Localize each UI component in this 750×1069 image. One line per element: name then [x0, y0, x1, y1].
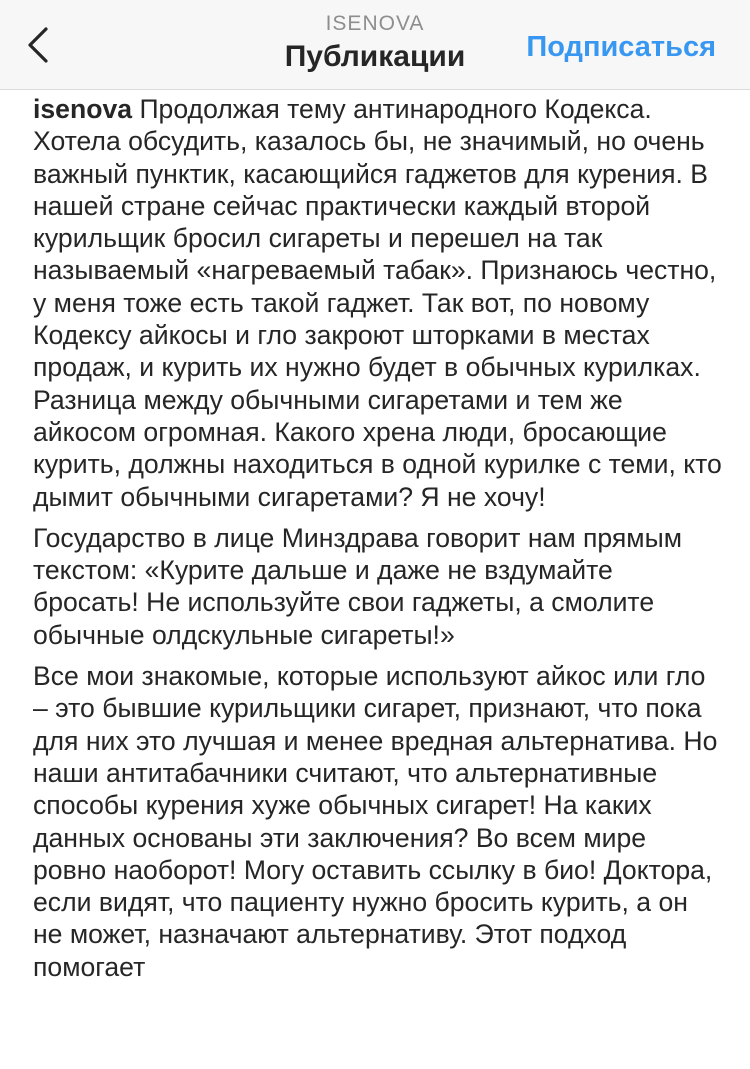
caption-paragraph: Государство в лице Минздрава говорит нам прямым текстом: «Курите дальше и даже не вздумайте бросать! Не используйте свои гаджеты, а смолите обычные олдскульные сигареты!» [33, 522, 682, 650]
post-caption [33, 93, 723, 992]
caption-text: Продолжая тему антинародного Кодекса. Хотела обсудить, казалось бы, не значимый, но очень важный пунктик, касающийся гаджетов для курения. В нашей стране сейчас практически каждый второй курильщик бросил сигареты и перешел на так называемый «нагреваемый табак». Признаюсь честно, у меня тоже есть такой гаджет. Так вот, по новому Кодексу айкосы и гло закроют шторками в местах продаж, и курить их нужно будет в обычных курилках. Разница между обычными сигаретами и тем же айкосом огромная. Какого хрена люди, бросающие курить, должны находиться в одной курилке с теми, кто дымит обычными сигаретами? Я не хочу! [33, 94, 722, 512]
caption-paragraph: Все мои знакомые, которые используют айкос или гло – это бывшие курильщики сигарет, признают, что пока для них это лучшая и менее вредная альтернатива. Но наши антитабачники считают, что альтернативные способы курения хуже обычных сигарет! На каких данных основаны эти заключения? Во всем мире ровно наоборот! Могу оставить ссылку в био! Доктора, если видят, что пациенту нужно бросить курить, а он не может, назначают альтернативу. Этот подход помогает [33, 661, 718, 982]
caption-username[interactable]: isenova [33, 94, 133, 124]
follow-button[interactable]: Подписаться [526, 31, 716, 63]
top-nav-bar [0, 0, 750, 90]
page-title: Публикации [284, 40, 466, 73]
profile-username: ISENOVA [325, 12, 425, 35]
caption-paragraph [33, 93, 723, 513]
